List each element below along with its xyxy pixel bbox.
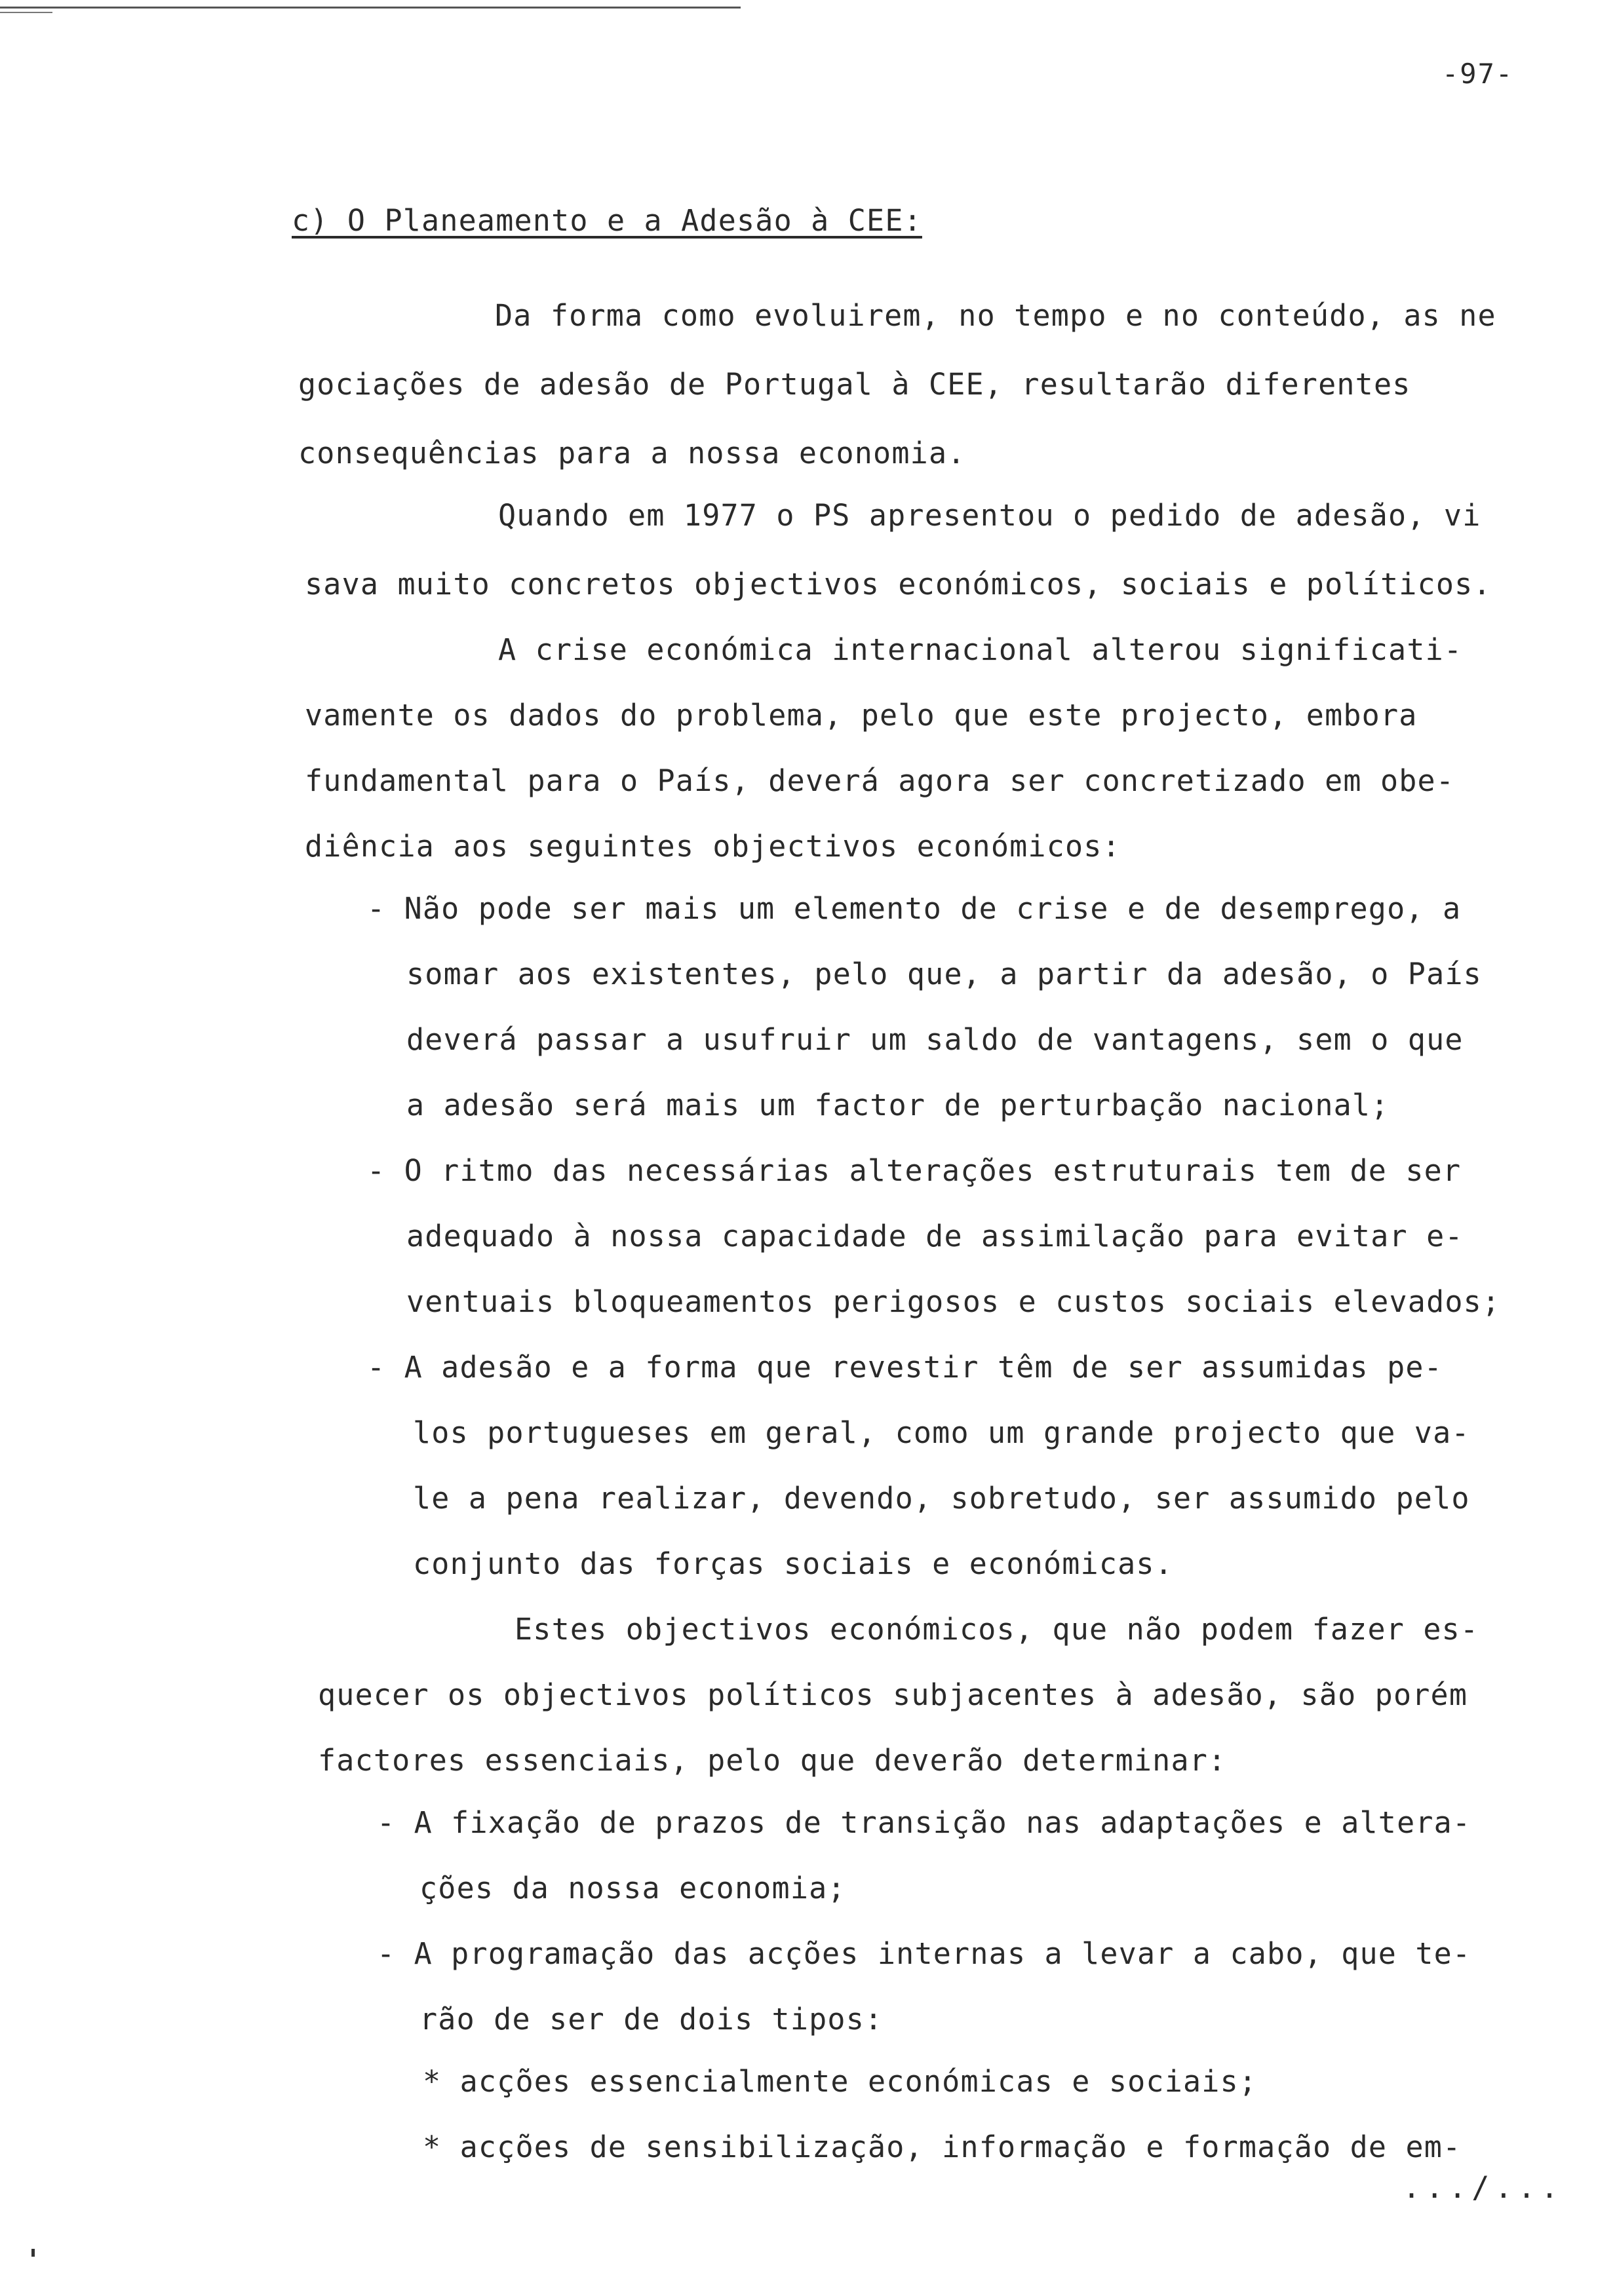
- bullet-line: - A fixação de prazos de transição nas adaptações e altera-: [377, 1805, 1471, 1840]
- paragraph-line: Quando em 1977 o PS apresentou o pedido de adesão, vi: [498, 498, 1481, 533]
- top-rule-secondary: [0, 12, 52, 13]
- bullet-line: adequado à nossa capacidade de assimilação para evitar e-: [406, 1219, 1464, 1253]
- sub-bullet-line: * acções essencialmente económicas e sociais;: [423, 2064, 1258, 2099]
- bullet-line: los portugueses em geral, como um grande projecto que va-: [413, 1415, 1470, 1450]
- section-heading: c) O Planeamento e a Adesão à CEE:: [292, 203, 922, 238]
- bullet-line: a adesão será mais um factor de perturbação nacional;: [406, 1088, 1390, 1122]
- paragraph-line: fundamental para o País, deverá agora ser concretizado em obe-: [305, 763, 1455, 798]
- continuation-mark: .../...: [1403, 2170, 1564, 2205]
- top-rule: [0, 7, 741, 9]
- bullet-line: - A programação das acções internas a levar a cabo, que te-: [377, 1936, 1471, 1971]
- paragraph-line: Estes objectivos económicos, que não podem fazer es-: [515, 1612, 1479, 1647]
- bullet-line: - O ritmo das necessárias alterações estruturais tem de ser: [367, 1153, 1462, 1188]
- bullet-line: - Não pode ser mais um elemento de crise e de desemprego, a: [367, 891, 1462, 926]
- paragraph-line: gociações de adesão de Portugal à CEE, resultarão diferentes: [298, 367, 1411, 402]
- bullet-line: - A adesão e a forma que revestir têm de ser assumidas pe-: [367, 1350, 1443, 1385]
- paragraph-line: Da forma como evoluirem, no tempo e no conteúdo, as ne: [495, 298, 1496, 333]
- margin-mark: [31, 2249, 35, 2257]
- bullet-line: rão de ser de dois tipos:: [419, 2002, 884, 2037]
- sub-bullet-line: * acções de sensibilização, informação e formação de em-: [423, 2130, 1462, 2164]
- bullet-line: le a pena realizar, devendo, sobretudo, ser assumido pelo: [413, 1481, 1470, 1516]
- bullet-line: deverá passar a usufruir um saldo de vantagens, sem o que: [406, 1022, 1464, 1057]
- paragraph-line: factores essenciais, pelo que deverão determinar:: [318, 1743, 1227, 1778]
- paragraph-line: A crise económica internacional alterou significati-: [498, 632, 1463, 667]
- paragraph-line: sava muito concretos objectivos económicos, sociais e políticos.: [305, 567, 1492, 602]
- bullet-line: ções da nossa economia;: [419, 1871, 846, 1905]
- paragraph-line: diência aos seguintes objectivos económicos:: [305, 829, 1121, 864]
- bullet-line: conjunto das forças sociais e económicas.: [413, 1546, 1173, 1581]
- page-number: -97-: [1442, 58, 1514, 90]
- paragraph-line: vamente os dados do problema, pelo que este projecto, embora: [305, 698, 1418, 733]
- bullet-line: ventuais bloqueamentos perigosos e custos sociais elevados;: [406, 1284, 1501, 1319]
- paragraph-line: quecer os objectivos políticos subjacentes à adesão, são porém: [318, 1677, 1468, 1712]
- paragraph-line: consequências para a nossa economia.: [298, 436, 966, 470]
- bullet-line: somar aos existentes, pelo que, a partir da adesão, o País: [406, 957, 1482, 991]
